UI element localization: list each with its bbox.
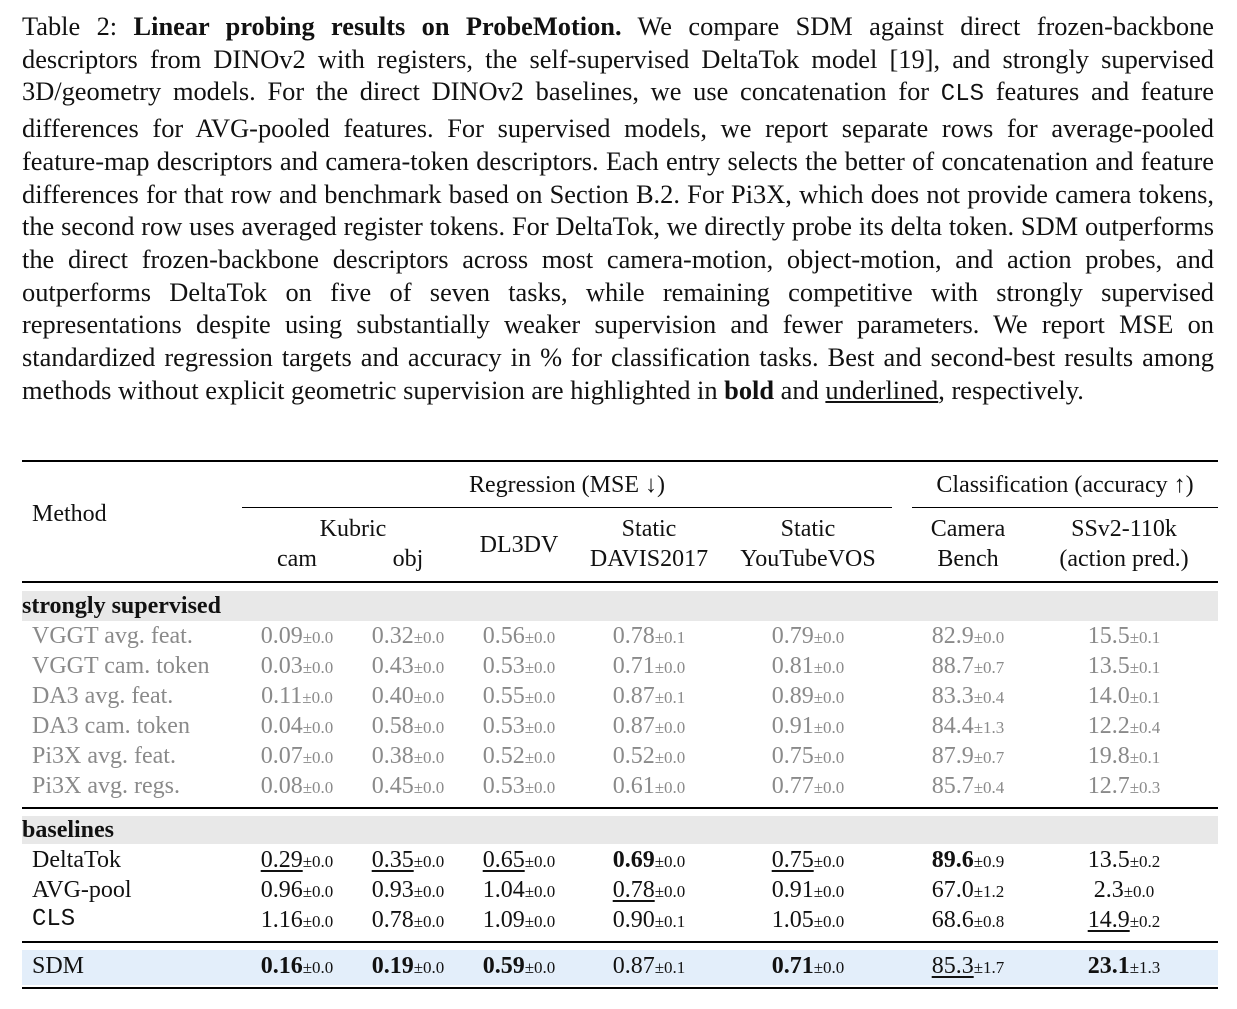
cell-stddev: ±0.9 <box>973 852 1005 871</box>
table-caption <box>22 10 1214 406</box>
cell-stddev: ±0.7 <box>973 748 1005 767</box>
cell-value: 0.52 <box>482 743 525 769</box>
cell-value: 0.53 <box>482 653 525 679</box>
cell-value: 0.09 <box>260 623 303 649</box>
cell-value: 0.53 <box>482 773 525 799</box>
cell-value: 82.9 <box>931 623 974 649</box>
table-cell <box>728 651 888 683</box>
cell-stddev: ±0.8 <box>973 912 1005 931</box>
cell-stddev: ±0.3 <box>1129 778 1161 797</box>
table-cell <box>579 651 719 683</box>
cell-stddev: ±0.0 <box>524 882 556 901</box>
cell-stddev: ±1.3 <box>973 718 1005 737</box>
table-cell <box>242 951 352 983</box>
table-cell <box>579 875 719 907</box>
caption-text-1: We compare SDM against direct frozen-backbone descriptors from DINOv2 with registers, the self-supervised DeltaTok model [19], and strongly supervised 3D/geometry models. For the direct DINOv2 baselines, we use concatenation for <box>22 11 1215 107</box>
cell-value: 88.7 <box>931 653 974 679</box>
cell-stddev: ±0.0 <box>302 958 334 977</box>
caption-label: Table 2: <box>22 11 118 41</box>
table-cell <box>242 681 352 713</box>
cell-value: 0.91 <box>771 713 814 739</box>
cell-value: 0.35 <box>371 847 414 873</box>
cell-stddev: ±0.0 <box>654 658 686 677</box>
table-cell <box>579 741 719 773</box>
table-cell <box>903 951 1033 983</box>
cell-stddev: ±0.2 <box>1129 852 1161 871</box>
table-cell <box>464 681 574 713</box>
table-cell <box>728 771 888 803</box>
cell-stddev: ±0.0 <box>302 882 334 901</box>
cell-stddev: ±0.0 <box>302 852 334 871</box>
table-cell <box>728 621 888 653</box>
table-cell <box>242 771 352 803</box>
cell-value: 0.87 <box>612 953 655 979</box>
cell-value: 0.32 <box>371 623 414 649</box>
table-cell <box>903 621 1033 653</box>
cell-value: 0.77 <box>771 773 814 799</box>
table-cell <box>242 875 352 907</box>
table-cell <box>464 741 574 773</box>
table-cell <box>352 711 464 743</box>
col-header-ytvos-line1: Static <box>780 516 836 542</box>
table-cell <box>728 845 888 877</box>
cell-value: 0.53 <box>482 713 525 739</box>
cell-stddev: ±0.0 <box>813 628 845 647</box>
row-method: Pi3X avg. feat. <box>32 743 176 769</box>
cell-stddev: ±0.0 <box>413 628 445 647</box>
table-cell <box>728 875 888 907</box>
caption-underline-word: underlined <box>825 374 939 405</box>
table-cell <box>352 845 464 877</box>
cell-stddev: ±0.0 <box>413 658 445 677</box>
table-cell <box>464 621 574 653</box>
cell-stddev: ±0.0 <box>302 748 334 767</box>
table-cell <box>242 845 352 877</box>
row-method: Pi3X avg. regs. <box>32 773 180 799</box>
classification-subrule <box>912 507 1218 508</box>
cell-stddev: ±0.0 <box>302 658 334 677</box>
cell-stddev: ±0.0 <box>654 718 686 737</box>
cell-value: 0.91 <box>771 877 814 903</box>
cell-stddev: ±0.0 <box>654 778 686 797</box>
cell-stddev: ±0.0 <box>413 852 445 871</box>
caption-text-2: features and feature differences for AVG-pooled features. For supervised models, we report separate rows for average-pooled feature-map descriptors and camera-token descriptors. Each entry selects the better of concatenation and feature differences for that row and benchmark based on Section B.2. For Pi3X, which does not provide camera tokens, the second row uses averaged register tokens. For DeltaTok, we directly probe its delta token. SDM outperforms the direct frozen-backbone descriptors across most camera-motion, object-motion, and action probes, and outperforms DeltaTok on five of seven tasks, while remaining competitive with strongly supervised representations despite using substantially weaker supervision and fewer parameters. We report MSE on standardized regression targets and accuracy in % for classification tasks. Best and second-best results among methods without explicit geometric supervision are highlighted in <box>22 76 1215 405</box>
cell-stddev: ±0.0 <box>973 628 1005 647</box>
cell-value: 2.3 <box>1093 877 1124 903</box>
cell-stddev: ±0.0 <box>302 688 333 707</box>
cell-stddev: ±0.1 <box>1129 628 1161 647</box>
cell-stddev: ±0.0 <box>1123 882 1155 901</box>
col-header-davis-line1: Static <box>621 516 677 542</box>
table-cell <box>579 951 719 983</box>
cell-value: 87.9 <box>931 743 974 769</box>
row-method: VGGT avg. feat. <box>32 623 193 649</box>
col-header-ssv2-line1: SSv2-110k <box>1071 516 1177 542</box>
row-method: DeltaTok <box>32 847 121 873</box>
cell-value: 12.7 <box>1087 773 1130 799</box>
table-cell <box>1036 875 1212 907</box>
cell-stddev: ±0.0 <box>813 958 845 977</box>
cell-stddev: ±0.0 <box>413 778 445 797</box>
cell-stddev: ±0.0 <box>302 912 334 931</box>
table-cell <box>579 681 719 713</box>
results-table <box>22 460 1218 1000</box>
cell-stddev: ±0.0 <box>302 718 334 737</box>
cell-value: 0.52 <box>612 743 655 769</box>
group-rule <box>22 807 1218 809</box>
cell-stddev: ±0.1 <box>654 688 686 707</box>
cell-value: 13.5 <box>1087 653 1130 679</box>
cell-value: 0.29 <box>260 847 303 873</box>
table-cell <box>903 875 1033 907</box>
cell-value: 15.5 <box>1087 623 1130 649</box>
cell-value: 0.71 <box>771 953 814 979</box>
cell-stddev: ±0.0 <box>302 778 334 797</box>
row-method: AVG-pool <box>32 877 132 903</box>
table-cell <box>464 711 574 743</box>
col-header-ytvos-line2: YouTubeVOS <box>740 546 876 572</box>
table-cell <box>242 905 352 937</box>
table-cell <box>579 771 719 803</box>
table-cell <box>242 651 352 683</box>
cell-value: 0.56 <box>482 623 525 649</box>
cell-value: 0.40 <box>371 683 414 709</box>
cell-stddev: ±0.0 <box>813 688 845 707</box>
row-method: DA3 avg. feat. <box>32 683 174 709</box>
table-cell <box>464 771 574 803</box>
cell-stddev: ±0.0 <box>524 852 556 871</box>
method-header: Method <box>32 501 107 527</box>
regression-subrule <box>242 507 892 508</box>
col-header-ssv2-line2: (action pred.) <box>1059 546 1189 572</box>
table-cell <box>464 651 574 683</box>
cell-value: 12.2 <box>1087 713 1130 739</box>
cell-value: 0.04 <box>260 713 303 739</box>
table-cell <box>1036 951 1212 983</box>
cell-value: 0.19 <box>371 953 414 979</box>
cell-value: 0.69 <box>612 847 655 873</box>
table-cell <box>352 771 464 803</box>
row-method: DA3 cam. token <box>32 713 190 739</box>
table-cell <box>728 711 888 743</box>
caption-and-word: and <box>780 374 819 405</box>
caption-bold-word: bold <box>724 374 775 405</box>
table-cell <box>903 741 1033 773</box>
cell-stddev: ±0.4 <box>973 688 1005 707</box>
cell-value: 89.6 <box>931 847 974 873</box>
cell-value: 0.93 <box>371 877 414 903</box>
col-header-camerabench-line1: Camera <box>930 516 1006 542</box>
cell-value: 0.03 <box>260 653 303 679</box>
cell-value: 0.75 <box>771 847 814 873</box>
cell-value: 1.04 <box>482 877 525 903</box>
cell-value: 0.79 <box>771 623 814 649</box>
table-cell <box>903 771 1033 803</box>
table-cell <box>1036 771 1212 803</box>
cell-value: 0.45 <box>371 773 414 799</box>
cell-stddev: ±0.0 <box>413 748 445 767</box>
cell-stddev: ±0.0 <box>413 688 445 707</box>
cell-value: 0.55 <box>482 683 525 709</box>
table-cell <box>352 741 464 773</box>
cell-stddev: ±0.1 <box>654 958 686 977</box>
cell-stddev: ±0.0 <box>813 912 845 931</box>
cell-value: 0.08 <box>260 773 303 799</box>
table-cell <box>352 651 464 683</box>
table-cell <box>1036 651 1212 683</box>
table-cell <box>352 681 464 713</box>
table-cell <box>242 741 352 773</box>
cell-value: 0.81 <box>771 653 814 679</box>
table-cell <box>1036 845 1212 877</box>
table-cell <box>579 905 719 937</box>
cell-stddev: ±0.4 <box>1129 718 1161 737</box>
cell-value: 84.4 <box>931 713 974 739</box>
cell-stddev: ±0.0 <box>654 852 686 871</box>
cell-value: 1.05 <box>771 907 814 933</box>
cell-stddev: ±0.0 <box>813 852 845 871</box>
cell-stddev: ±0.0 <box>654 748 686 767</box>
table-cell <box>579 845 719 877</box>
cell-stddev: ±0.1 <box>1129 748 1161 767</box>
cell-value: 14.0 <box>1087 683 1130 709</box>
table-cell <box>242 711 352 743</box>
table-cell <box>464 905 574 937</box>
row-method: SDM <box>32 953 85 979</box>
table-cell <box>464 845 574 877</box>
cell-value: 0.11 <box>261 683 303 709</box>
cell-value: 85.3 <box>931 953 974 979</box>
cell-value: 0.59 <box>482 953 525 979</box>
cell-stddev: ±0.0 <box>524 778 556 797</box>
table-cell <box>579 621 719 653</box>
cell-value: 13.5 <box>1087 847 1130 873</box>
cell-value: 0.65 <box>482 847 525 873</box>
cell-stddev: ±0.0 <box>524 718 556 737</box>
table-cell <box>728 951 888 983</box>
cell-value: 0.87 <box>612 713 655 739</box>
cell-stddev: ±0.0 <box>813 718 845 737</box>
table-cell <box>352 621 464 653</box>
cell-stddev: ±0.0 <box>413 958 445 977</box>
group-label: baselines <box>22 817 115 843</box>
row-method: CLS <box>32 906 76 933</box>
cell-stddev: ±0.7 <box>973 658 1005 677</box>
header-rule <box>22 581 1218 583</box>
cell-value: 23.1 <box>1087 953 1130 979</box>
col-header-camerabench-line2: Bench <box>937 546 999 572</box>
table-cell <box>464 951 574 983</box>
table-cell <box>728 741 888 773</box>
table-cell <box>903 651 1033 683</box>
group-band-baselines <box>22 816 1218 844</box>
cell-stddev: ±0.0 <box>813 748 845 767</box>
table-cell <box>1036 681 1212 713</box>
table-cell <box>242 621 352 653</box>
cell-value: 0.90 <box>612 907 655 933</box>
table-cell <box>728 905 888 937</box>
col-header-davis-line2: DAVIS2017 <box>589 546 709 572</box>
cell-value: 68.6 <box>931 907 974 933</box>
cell-stddev: ±0.1 <box>654 628 686 647</box>
cell-value: 1.16 <box>260 907 303 933</box>
cell-stddev: ±0.0 <box>524 658 556 677</box>
cell-stddev: ±0.1 <box>654 912 686 931</box>
cell-value: 14.9 <box>1087 907 1130 933</box>
cell-stddev: ±0.0 <box>524 688 556 707</box>
table-cell <box>903 681 1033 713</box>
table-cell <box>903 905 1033 937</box>
table-cell <box>352 875 464 907</box>
group-label: strongly supervised <box>22 593 221 619</box>
cell-value: 0.89 <box>771 683 814 709</box>
cell-stddev: ±0.0 <box>813 658 845 677</box>
table-cell <box>1036 905 1212 937</box>
col-header-dl3dv: DL3DV <box>479 532 559 558</box>
table-cell <box>464 875 574 907</box>
cell-value: 19.8 <box>1087 743 1130 769</box>
cell-value: 0.61 <box>612 773 655 799</box>
cell-stddev: ±0.1 <box>1129 688 1161 707</box>
table-cell <box>1036 741 1212 773</box>
cell-value: 0.87 <box>612 683 655 709</box>
cell-stddev: ±0.0 <box>413 912 445 931</box>
cell-stddev: ±0.0 <box>413 882 445 901</box>
cell-stddev: ±0.2 <box>1129 912 1161 931</box>
cell-value: 0.16 <box>260 953 303 979</box>
cell-stddev: ±0.0 <box>524 912 556 931</box>
row-method: VGGT cam. token <box>32 653 210 679</box>
cell-value: 83.3 <box>931 683 974 709</box>
table-cell <box>903 845 1033 877</box>
table-cell <box>1036 621 1212 653</box>
cell-value: 0.43 <box>371 653 414 679</box>
cell-stddev: ±0.0 <box>654 882 686 901</box>
bottom-rule <box>22 987 1218 989</box>
cell-value: 0.96 <box>260 877 303 903</box>
cell-value: 0.78 <box>612 877 655 903</box>
table-cell <box>728 681 888 713</box>
cell-stddev: ±0.0 <box>813 778 845 797</box>
cell-stddev: ±0.0 <box>813 882 845 901</box>
caption-text-end: , respectively. <box>938 374 1084 405</box>
cell-value: 85.7 <box>931 773 974 799</box>
table-cell <box>903 711 1033 743</box>
cell-stddev: ±0.4 <box>973 778 1005 797</box>
cell-value: 0.78 <box>612 623 655 649</box>
cell-value: 67.0 <box>931 877 974 903</box>
col-header-cam: cam <box>277 546 317 572</box>
caption-code-cls: CLS <box>940 81 985 109</box>
cell-value: 0.75 <box>771 743 814 769</box>
cell-stddev: ±1.2 <box>973 882 1005 901</box>
cell-value: 1.09 <box>482 907 525 933</box>
col-header-obj: obj <box>392 546 424 572</box>
cell-stddev: ±1.3 <box>1129 958 1161 977</box>
table-cell <box>352 905 464 937</box>
regression-header: Regression (MSE ↓) <box>469 472 665 498</box>
cell-stddev: ±0.0 <box>302 628 334 647</box>
caption-title: Linear probing results on ProbeMotion. <box>133 11 622 41</box>
cell-stddev: ±0.1 <box>1129 658 1161 677</box>
cell-stddev: ±0.0 <box>524 748 556 767</box>
top-rule <box>22 460 1218 462</box>
cell-value: 0.71 <box>612 653 655 679</box>
classification-header: Classification (accuracy ↑) <box>936 472 1194 498</box>
cell-stddev: ±0.0 <box>413 718 445 737</box>
cell-value: 0.78 <box>371 907 414 933</box>
cell-stddev: ±1.7 <box>973 958 1005 977</box>
cell-value: 0.07 <box>260 743 303 769</box>
cell-value: 0.58 <box>371 713 414 739</box>
table-cell <box>1036 711 1212 743</box>
cell-stddev: ±0.0 <box>524 958 556 977</box>
cell-value: 0.38 <box>371 743 414 769</box>
table-cell <box>579 711 719 743</box>
cell-stddev: ±0.0 <box>524 628 556 647</box>
kubric-header: Kubric <box>319 516 387 542</box>
table-cell <box>352 951 464 983</box>
sdm-rule <box>22 941 1218 943</box>
